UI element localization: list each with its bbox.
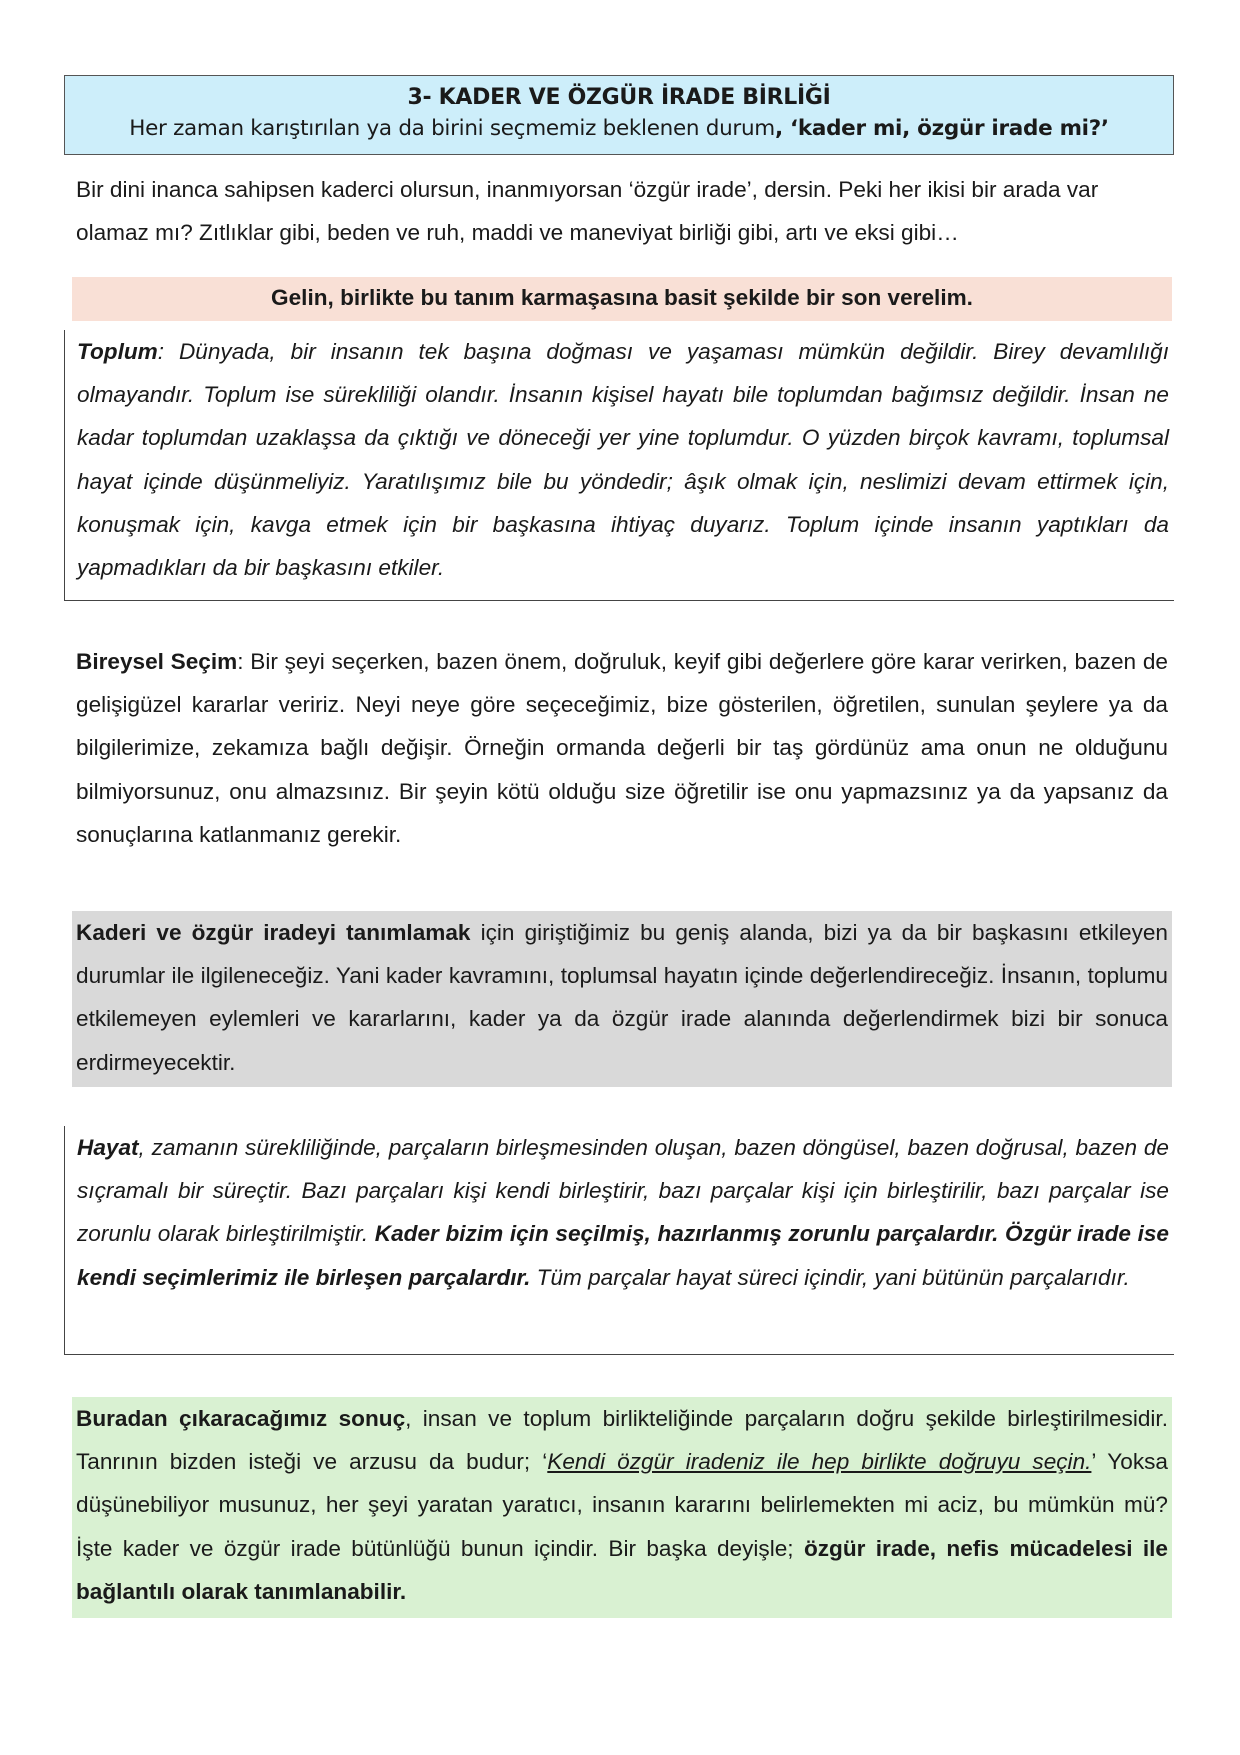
sonuc-text-b: ’ Yoksa düşünebiliyor musunuz, her şeyi yaratan yaratıcı, insanın kararını belirlemekten mi aciz, bu mümkün mü? İşte kader ve özgür irade bütünlüğü bunun içindir. Bir başka deyişle; [76, 1449, 1168, 1561]
bireysel-term: Bireysel Seçim [76, 649, 238, 674]
kader-tanim-text: için giriştiğimiz bu geniş alanda, bizi ya da bir başkasını etkileyen durumlar ile ilgileneceğiz. Yani kader kavramını, toplumsal hayatın içinde değerlendireceğiz. İnsanın, toplumu etkilemeyen eylemleri ve kararlarını, kader ya da özgür irade alanında değerlendirmek bizi bir sonuca erdirmeyecektir. [76, 920, 1168, 1075]
kader-tanim-term: Kaderi ve özgür iradeyi tanımlamak [76, 920, 471, 945]
toplum-box [64, 330, 1174, 601]
subtitle-bold: , ‘kader mi, özgür irade mi?’ [774, 116, 1109, 141]
highlight-banner: Gelin, birlikte bu tanım karmaşasına basit şekilde bir son verelim. [72, 277, 1172, 321]
sonuc-term: Buradan çıkaracağımız sonuç [76, 1406, 406, 1431]
hayat-bold: Kader bizim için seçilmiş, hazırlanmış zorunlu parçalardır. Özgür irade ise kendi seçimlerimiz ile birleşen parçalardır. [77, 1221, 1169, 1290]
title-box [64, 75, 1174, 155]
hayat-text-a: , zamanın sürekliliğinde, parçaların birleşmesinden oluşan, bazen döngüsel, bazen doğrusal, bazen de sıçramalı bir süreçtir. Bazı parçaları kişi kendi birleştirir, bazı parçalar kişi için birleştirilir, bazı parçalar ise zorunlu olarak birleştirilmiştir. [77, 1135, 1169, 1247]
hayat-term: Hayat [77, 1135, 139, 1160]
bireysel-text: : Bir şeyi seçerken, bazen önem, doğruluk, keyif gibi değerlere göre karar verirken, bazen de gelişigüzel kararlar veririz. Neyi neye göre seçeceğimiz, bize gösterilen, öğretilen, sunulan şeylere ya da bilgilerimize, zekamıza bağlı değişir. Örneğin ormanda değerli bir taş gördünüz ama onun ne olduğunu bilmiyorsunuz, onu almazsınız. Bir şeyin kötü olduğu size öğretilir ise onu yapmazsınız ya da yapsanız da sonuçlarına katlanmanız gerekir. [76, 649, 1168, 847]
sonuc-text-a: , insan ve toplum birlikteliğinde parçaların doğru şekilde birleştirilmesidir. Tanrının bizden isteği ve arzusu da budur; ‘ [76, 1406, 1168, 1475]
hayat-text-b: Tüm parçalar hayat süreci içindir, yani bütünün parçalarıdır. [530, 1264, 1130, 1290]
subtitle-lead: Her zaman karıştırılan ya da birini seçmemiz beklenen durum [129, 116, 775, 141]
hayat-box [64, 1126, 1174, 1355]
sonuc-quote: Kendi özgür iradeniz ile hep birlikte doğruyu seçin. [547, 1449, 1092, 1475]
sonuc-box [72, 1397, 1172, 1618]
sonuc-paragraph [72, 1397, 1168, 1613]
hayat-paragraph [65, 1126, 1169, 1299]
bireysel-paragraph [76, 640, 1168, 856]
page-title: 3- KADER VE ÖZGÜR İRADE BİRLİĞİ [407, 85, 831, 110]
sonuc-bold: özgür irade, nefis mücadelesi ile bağlantılı olarak tanımlanabilir. [76, 1535, 1168, 1604]
toplum-text: : Dünyada, bir insanın tek başına doğması ve yaşaması mümkün değildir. Birey devamlılığı olmayandır. Toplum ise sürekliliği olandır. İnsanın kişisel hayatı bile toplumdan bağımsız değildir. İnsan ne kadar toplumdan uzaklaşsa da çıktığı ve döneceği yer yine toplumdur. O yüzden birçok kavramı, toplumsal hayat içinde düşünmeliyiz. Yaratılışımız bile bu yöndedir; âşık olmak için, neslimizi devam ettirmek için, konuşmak için, kavga etmek için bir başkasına ihtiyaç duyarız. Toplum içinde insanın yaptıkları da yapmadıkları da bir başkasını etkiler. [77, 339, 1169, 581]
page-subtitle [65, 113, 1173, 145]
kader-tanim-box [72, 911, 1172, 1087]
toplum-paragraph [65, 330, 1169, 589]
intro-paragraph: Bir dini inanca sahipsen kaderci olursun, inanmıyorsan ‘özgür irade’, dersin. Peki her ikisi bir arada var olamaz mı? Zıtlıklar gibi, beden ve ruh, maddi ve maneviyat birliği gibi, artı ve eksi gibi… [76, 177, 1099, 246]
toplum-term: Toplum [77, 339, 158, 364]
kader-tanim-paragraph [72, 911, 1168, 1084]
